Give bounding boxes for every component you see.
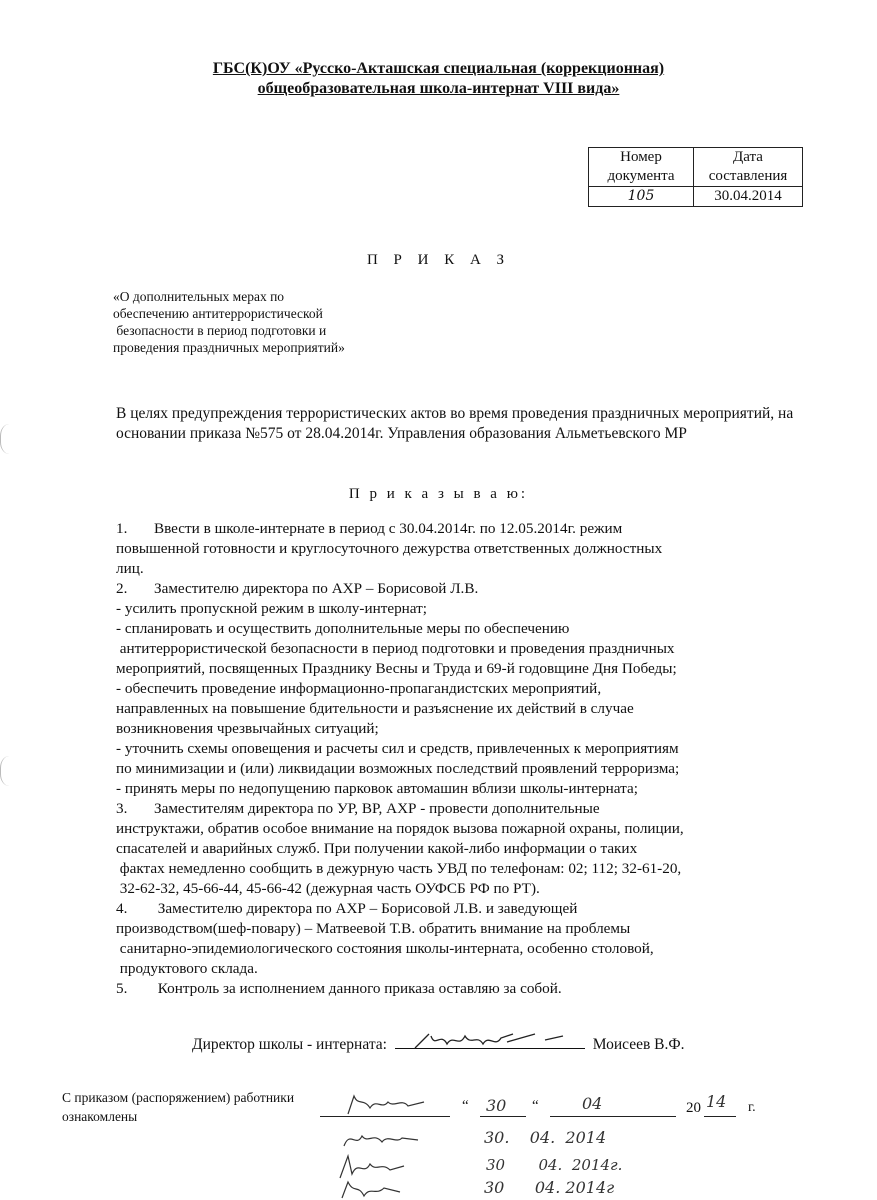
director-name: Моисеев В.Ф. <box>592 1036 685 1053</box>
order-line: спасателей и аварийных служб. При получении какой-либо информации о таких <box>116 840 638 857</box>
school-name-line2: общеобразовательная школа-интернат VIII вида» <box>257 80 620 97</box>
order-line: мероприятий, посвященных Празднику Весны и Труда и 69-й годовщине Дня Победы; <box>116 660 677 677</box>
order-line: 4. Заместителю директора по АХР – Борисовой Л.В. и заведующей <box>116 900 578 917</box>
order-line: инструктажи, обратив особое внимание на порядок вызова пожарной охраны, полиции, <box>116 820 684 837</box>
order-line: лиц. <box>116 560 144 577</box>
order-heading: П р и к а з ы в а ю: <box>348 486 529 502</box>
order-line: 32-62-32, 45-66-44, 45-66-42 (дежурная часть ОУФСБ РФ по РТ). <box>116 880 540 897</box>
ack-line1: С приказом (распоряжением) работники <box>62 1090 295 1105</box>
handwritten-signature-1 <box>344 1092 434 1118</box>
order-line: повышенной готовности и круглосуточного дежурства ответственных должностных <box>116 540 663 557</box>
order-line: - спланировать и осуществить дополнительные меры по обеспечению <box>116 620 570 637</box>
ack-entry-date-2: 30 04. 2014г. <box>486 1156 623 1174</box>
doc-number-header: Номер документа <box>589 148 694 187</box>
date-value: 30.04.2014 <box>694 187 803 207</box>
signature-label: Директор школы - интерната: <box>192 1036 387 1053</box>
signature-block <box>192 1030 685 1054</box>
order-line: 3. Заместителям директора по УР, ВР, АХР - провести дополнительные <box>116 800 600 817</box>
acknowledgement-block <box>62 1088 294 1126</box>
order-line: направленных на повышение бдительности и разъяснение их действий в случае <box>116 700 634 717</box>
ack-year-g: г. <box>748 1100 756 1115</box>
director-signature <box>395 1030 585 1052</box>
ack-day-line <box>480 1116 526 1117</box>
order-line: - принять меры по недопущению парковок автомашин вблизи школы-интерната; <box>116 780 638 797</box>
document-meta-table <box>588 147 803 207</box>
order-line: 2. Заместителю директора по АХР – Борисовой Л.В. <box>116 580 479 597</box>
ack-year-prefix: 20 <box>686 1100 701 1116</box>
order-line: 5. Контроль за исполнением данного приказа оставляю за собой. <box>116 980 562 997</box>
order-subject: «О дополнительных мерах по обеспечению антитеррористической безопасности в период подготовки и проведения праздничных мероприятий» <box>113 289 345 355</box>
document-title: П Р И К А З <box>366 252 511 268</box>
date-header: Дата составления <box>694 148 803 187</box>
ack-line2: ознакомлены <box>62 1109 138 1124</box>
binder-mark-top <box>0 424 23 454</box>
order-body <box>116 519 816 999</box>
intro-paragraph: В целях предупреждения террористических актов во время проведения праздничных мероприятий, на основании приказа №575 от 28.04.2014г. Управления образования Альметьевского МР <box>116 405 794 442</box>
order-line: - усилить пропускной режим в школу-интернат; <box>116 600 428 617</box>
order-line: - уточнить схемы оповещения и расчеты сил и средств, привлеченных к мероприятиям <box>116 740 679 757</box>
order-line: фактах немедленно сообщить в дежурную часть УВД по телефонам: 02; 112; 32-61-20, <box>116 860 682 877</box>
ack-entry-date-3: 30 04. 2014г <box>484 1178 615 1197</box>
order-line: санитарно-эпидемиологического состояния школы-интерната, особенно столовой, <box>116 940 654 957</box>
order-line: по минимизации и (или) ликвидации возможных последствий проявлений терроризма; <box>116 760 680 777</box>
order-line: - обеспечить проведение информационно-пропагандистских мероприятий, <box>116 680 602 697</box>
doc-number-value: 105 <box>589 187 694 207</box>
order-line: производством(шеф-повару) – Матвеевой Т.В. обратить внимание на проблемы <box>116 920 631 937</box>
ack-day: 30 <box>486 1096 507 1115</box>
ack-entry-date-1: 30. 04. 2014 <box>484 1128 607 1147</box>
signature-line <box>395 1030 585 1049</box>
order-line: возникновения чрезвычайных ситуаций; <box>116 720 379 737</box>
ack-year-line <box>704 1116 736 1117</box>
order-line: 1. Ввести в школе-интернате в период с 30.04.2014г. по 12.05.2014г. режим <box>116 520 623 537</box>
school-name-line1: ГБС(К)ОУ «Русско-Акташская специальная (коррекционная) <box>212 60 665 77</box>
ack-month-line <box>550 1116 676 1117</box>
binder-mark-bottom <box>0 756 23 786</box>
handwritten-signature-4 <box>336 1178 416 1200</box>
ack-year-suffix: 14 <box>706 1092 727 1111</box>
ack-month: 04 <box>582 1094 603 1113</box>
handwritten-signature-2 <box>340 1126 430 1152</box>
order-line: антитеррористической безопасности в период подготовки и проведения праздничных <box>116 640 675 657</box>
order-line: продуктового склада. <box>116 960 258 977</box>
